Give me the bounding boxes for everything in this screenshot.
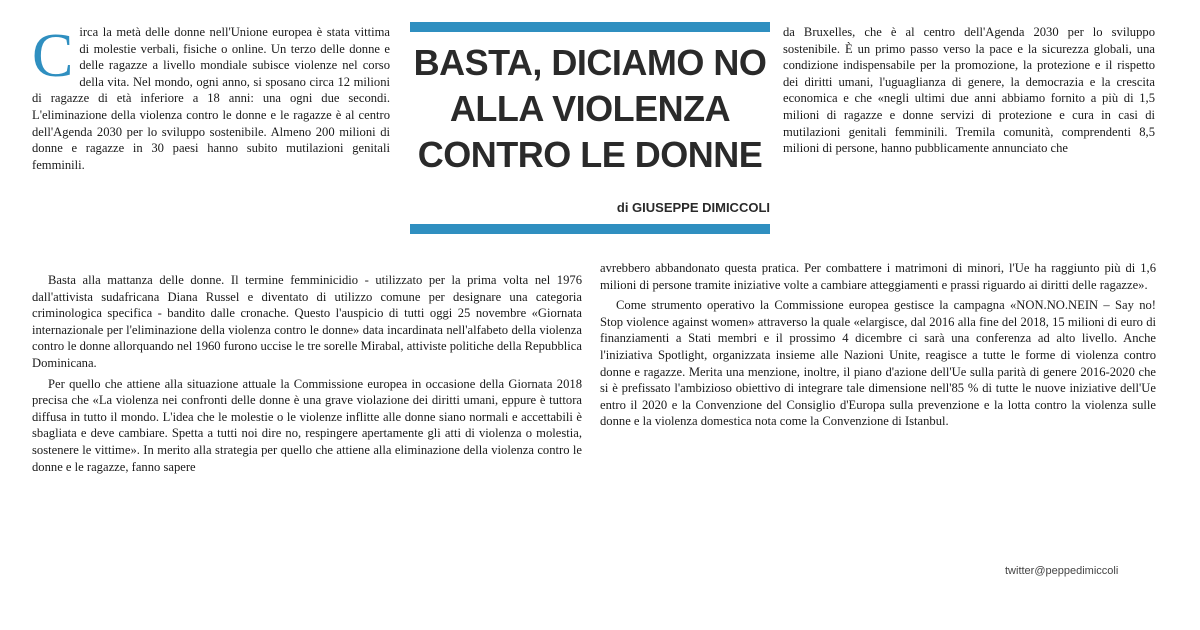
article-column-right-lower	[600, 260, 1156, 430]
paragraph: Come strumento operativo la Commissione europea gestisce la campagna «NON.NO.NEIN – Say no! Stop violence against women» attraverso la quale «elargisce, dal 2016 alla fine del 2018, 15 milioni di euro di finanziamenti a Stati membri e il prossimo 4 dicembre ci sarà una conferenza ad alto livello. Anche l'iniziativa Spotlight, organizzata insieme alle Nazioni Unite, reagisce a tutte le forme di violenza contro donne e ragazze. Merita una menzione, inoltre, il piano d'azione dell'Ue sulla parità di genere 2016-2020 che si è prefissato l'ambizioso obiettivo di integrare tale dimensione nell'85 % di tutte le nuove iniziative dell'Ue entro il 2020 e la Convenzione del Consiglio d'Europa sulla prevenzione e la lotta contro la violenza sulle donne e la violenza domestica nota come la Convenzione di Istanbul.	[600, 298, 1156, 429]
article-column-left-lower	[32, 272, 582, 475]
paragraph: da Bruxelles, che è al centro dell'Agenda 2030 per lo sviluppo sostenibile. È un primo passo verso la pace e la sicurezza globali, una condizione indispensabile per la promozione, la protezione e il rispetto dei diritti umani, l'uguaglianza di genere, la democrazia e la crescita economica e che «negli ultimi due anni abbiamo fornito a più di 1,5 milioni di ragazze e donne servizi di protezione e cura in casi di mutilazioni genitali femminili. Tremila comunità, comprendenti 8,5 milioni di persone, hanno pubblicamente annunciato che	[783, 25, 1155, 156]
twitter-handle: twitter@peppedimiccoli	[1005, 565, 1119, 577]
byline: di GIUSEPPE DIMICCOLI	[616, 200, 770, 215]
article-column-1	[32, 24, 390, 173]
dropcap-letter: C	[32, 22, 74, 90]
headline-bottom-rule	[410, 224, 770, 234]
paragraph: avrebbero abbandonato questa pratica. Per combattere i matrimoni di minori, l'Ue ha raggiunto più di 1,6 milioni di persone tramite iniziative volte a cambiare atteggiamenti e prassi riguardo ai diritti delle ragazze».	[600, 261, 1156, 292]
headline-title	[410, 40, 770, 178]
paragraph: Basta alla mattanza delle donne. Il termine femminicidio - utilizzato per la prima volta nel 1976 dall'attivista sudafricana Diana Russel e diventato di utilizzo comune per designare una categoria criminologica specifica - bandito dalle cronache. Questo l'auspicio di tutti oggi 25 novembre «Giornata internazionale per l'eliminazione della violenza contro le donne» data incardinata nell'alfabeto della violenza contro le donne allorquando nel 1960 furono uccise le tre sorelle Mirabal, attiviste politiche della Repubblica Dominicana.	[32, 273, 582, 370]
headline-line-3: CONTRO LE DONNE	[417, 134, 763, 175]
article-column-3-top	[783, 24, 1155, 157]
headline-top-rule	[410, 22, 770, 32]
lead-text: irca la metà delle donne nell'Unione europea è stata vittima di molestie verbali, fisiche o online. Un terzo delle donne e delle ragazze a livello mondiale subisce violenze nel corso della vita. Nel mondo, ogni anno, si sposano circa 12 milioni di ragazze di età inferiore a 18 anni: una ogni due secondi. L'eliminazione della violenza contro le donne e le ragazze è al centro dell'Agenda 2030 per lo sviluppo sostenibile. Almeno 200 milioni di donne e ragazze in 30 paesi hanno subito mutilazioni genitali femminili.	[32, 25, 390, 172]
paragraph: Per quello che attiene alla situazione attuale la Commissione europea in occasione della Giornata 2018 precisa che «La violenza nei confronti delle donne è una grave violazione dei diritti umani, eppure è tuttora diffusa in tutto il mondo. L'idea che le molestie o le violenze inflitte alle donne siano normali e accettabili è sbagliata e deve cambiare. Spetta a tutti noi dire no, respingere apertamente gli atti di violenza o molestia, sostenere le vittime». In merito alla strategia per quello che attiene alla eliminazione della violenza contro le donne e le ragazze, fanno sapere	[32, 376, 582, 474]
headline-line-1: BASTA, DICIAMO NO	[413, 42, 767, 83]
headline-line-2: ALLA VIOLENZA	[449, 88, 731, 129]
headline-box	[410, 22, 770, 234]
lead-paragraph	[32, 24, 390, 173]
